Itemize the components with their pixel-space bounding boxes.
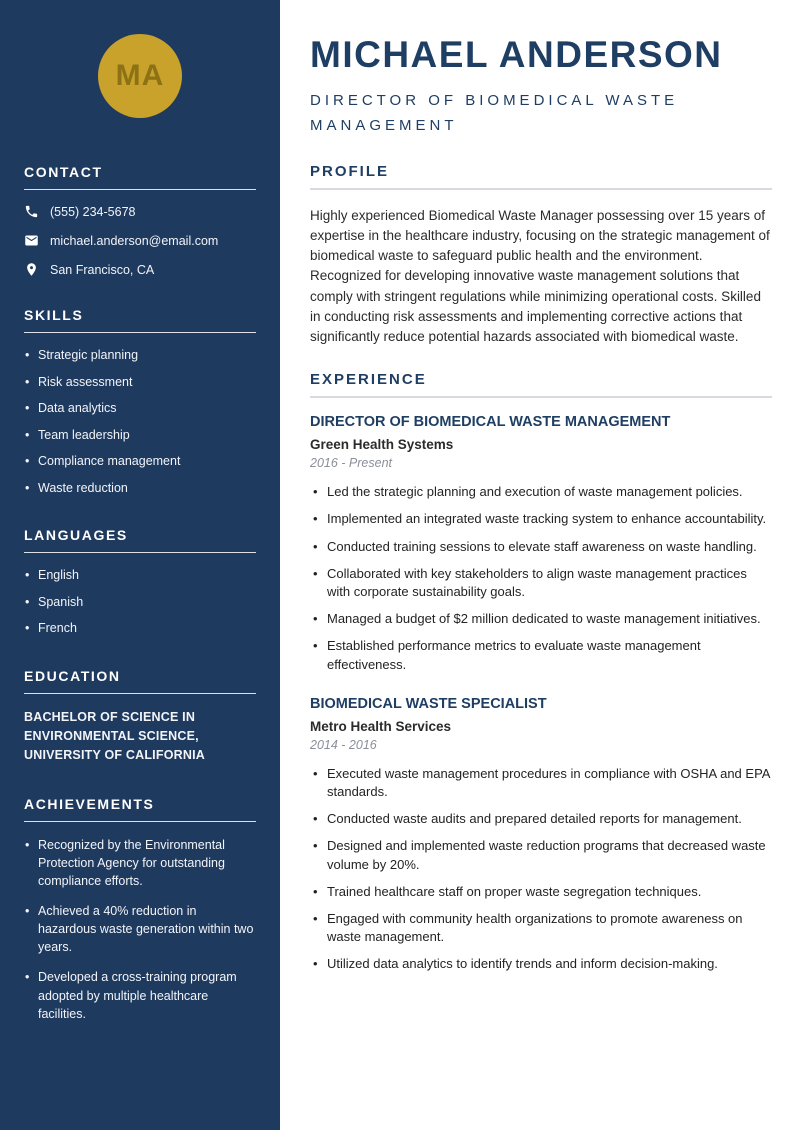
location-icon xyxy=(24,262,39,277)
avatar xyxy=(98,34,182,118)
job-company: Metro Health Services xyxy=(310,718,452,734)
job-bullet-item: • Managed a budget of $2 million dedicated to waste management initiatives. xyxy=(310,610,772,628)
email-icon xyxy=(24,233,39,248)
experience-job-1 xyxy=(310,414,772,674)
achievements-list xyxy=(24,836,256,1023)
contact-section xyxy=(24,164,256,277)
profile-text: Highly experienced Biomedical Waste Manager possessing over 15 years of expertise in the healthcare industry, focusing on the strategic management of biomedical waste to safeguard public health and the environment. Recognized for developing innovative waste management solutions that comply with stringent regulations while minimizing operational costs. Skilled in conducting risk assessments and implementing corrective actions that significantly reduce potential hazards associated with biomedical waste. xyxy=(310,207,770,344)
language-item: • French xyxy=(24,620,256,638)
achievement-item: • Achieved a 40% reduction in hazardous waste generation within two years. xyxy=(24,902,256,956)
job-dates: 2016 - Present xyxy=(310,456,392,471)
job-bullet-item: • Established performance metrics to evaluate waste management effectiveness. xyxy=(310,637,772,673)
skill-item: • Strategic planning xyxy=(24,347,256,365)
skills-list xyxy=(24,347,256,497)
experience-section xyxy=(310,371,772,973)
job-company: Green Health Systems xyxy=(310,437,454,453)
education-degree: BACHELOR OF SCIENCE IN ENVIRONMENTAL SCIENCE, UNIVERSITY OF CALIFORNIA xyxy=(24,709,205,763)
avatar-initials: MA xyxy=(115,59,165,92)
job-bullet-item: • Utilized data analytics to identify trends and inform decision-making. xyxy=(310,955,772,973)
experience-heading: EXPERIENCE xyxy=(310,371,772,398)
skill-item: • Data analytics xyxy=(24,400,256,418)
contact-location-text: San Francisco, CA xyxy=(50,262,155,277)
achievement-item: • Recognized by the Environmental Protection Agency for outstanding compliance efforts. xyxy=(24,836,256,890)
contact-location-row xyxy=(24,262,256,277)
skills-section xyxy=(24,307,256,497)
job-bullets xyxy=(310,483,772,674)
job-bullet-item: • Conducted waste audits and prepared detailed reports for management. xyxy=(310,810,772,828)
phone-icon xyxy=(24,204,39,219)
education-section xyxy=(24,668,256,766)
job-bullet-item: • Implemented an integrated waste tracking system to enhance accountability. xyxy=(310,510,772,528)
achievements-heading: ACHIEVEMENTS xyxy=(24,796,256,822)
job-bullet-item: • Collaborated with key stakeholders to align waste management practices with corporate sustainability goals. xyxy=(310,565,772,601)
main-content xyxy=(280,0,800,1130)
candidate-name: MICHAEL ANDERSON xyxy=(310,34,723,75)
language-item: • Spanish xyxy=(24,594,256,612)
contact-email-row xyxy=(24,233,256,248)
languages-heading: LANGUAGES xyxy=(24,527,256,553)
skill-item: • Compliance management xyxy=(24,453,256,471)
languages-section xyxy=(24,527,256,638)
contact-email-text: michael.anderson@email.com xyxy=(50,233,219,248)
sidebar xyxy=(0,0,280,1130)
skill-item: • Team leadership xyxy=(24,427,256,445)
experience-job-2 xyxy=(310,696,772,974)
job-dates: 2014 - 2016 xyxy=(310,737,377,752)
achievements-section xyxy=(24,796,256,1023)
job-bullet-item: • Designed and implemented waste reduction programs that decreased waste volume by 20%. xyxy=(310,837,772,873)
language-item: • English xyxy=(24,567,256,585)
job-title: DIRECTOR OF BIOMEDICAL WASTE MANAGEMENT xyxy=(310,414,671,431)
contact-phone-text: (555) 234-5678 xyxy=(50,204,136,219)
contact-heading: CONTACT xyxy=(24,164,256,190)
job-bullets xyxy=(310,765,772,974)
profile-section xyxy=(310,163,772,348)
achievement-item: • Developed a cross-training program adopted by multiple healthcare facilities. xyxy=(24,968,256,1022)
job-title: BIOMEDICAL WASTE SPECIALIST xyxy=(310,695,547,712)
skill-item: • Waste reduction xyxy=(24,480,256,498)
education-heading: EDUCATION xyxy=(24,668,256,694)
skill-item: • Risk assessment xyxy=(24,374,256,392)
skills-heading: SKILLS xyxy=(24,307,256,333)
candidate-headline: DIRECTOR OF BIOMEDICAL WASTE MANAGEMENT xyxy=(310,92,679,134)
job-bullet-item: • Executed waste management procedures in compliance with OSHA and EPA standards. xyxy=(310,765,772,801)
languages-list xyxy=(24,567,256,638)
profile-heading: PROFILE xyxy=(310,163,772,190)
contact-phone-row xyxy=(24,204,256,219)
job-bullet-item: • Led the strategic planning and execution of waste management policies. xyxy=(310,483,772,501)
job-bullet-item: • Conducted training sessions to elevate staff awareness on waste handling. xyxy=(310,538,772,556)
job-bullet-item: • Trained healthcare staff on proper waste segregation techniques. xyxy=(310,883,772,901)
job-bullet-item: • Engaged with community health organizations to promote awareness on waste management. xyxy=(310,910,772,946)
